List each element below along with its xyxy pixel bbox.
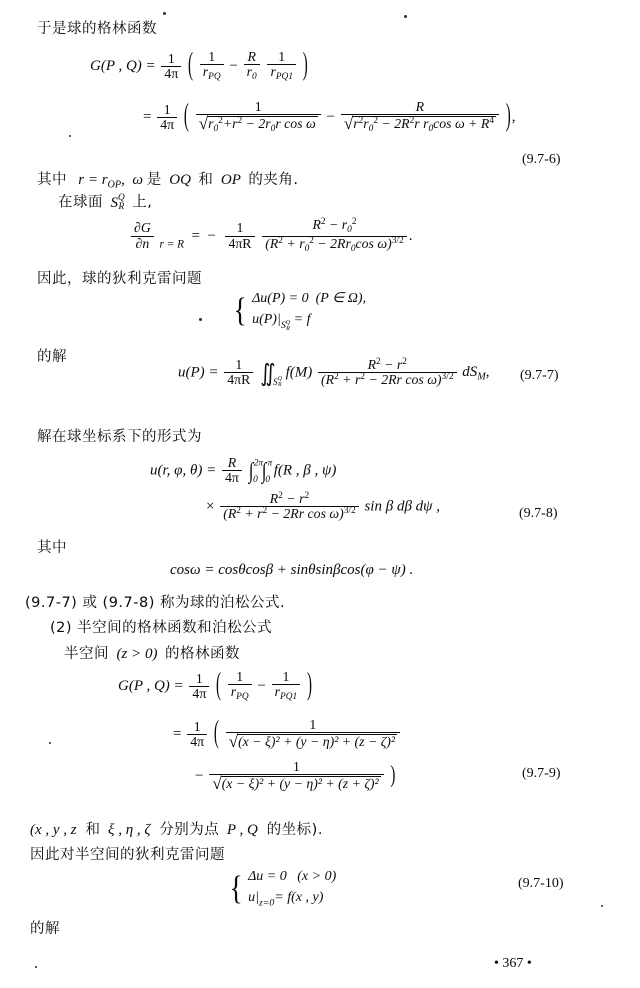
fraction-1-over-sqrt-plus: $\frac{1}{\text{√(x − ξ)² + (y − η)² + (z + ζ)²}}$ [209, 760, 383, 794]
equation-tag-977: (9.7-7) [520, 368, 559, 383]
left-paren: ( [213, 717, 219, 751]
left-paren: ( [183, 99, 189, 134]
equation-green-function-sphere [90, 50, 309, 83]
text-line-section-2: (2) 半空间的格林函数和泊松公式 [50, 620, 273, 636]
equation-tag-978: (9.7-8) [519, 506, 558, 521]
equation-cos-omega: cosω = cosθcosβ + sinθsinβcos(φ − ψ) . [170, 562, 414, 578]
right-paren: ) [390, 763, 396, 789]
equation-green-function-expanded: = $\frac{1}{4\pi}$ ( $\frac{1}{√r_0^2+r^2 - 2r_0r \cos \omega}$ − $\frac{R}{√r^2r_0^2 - 2R^2r r_0\cos \omega + R^4}$ ), [143, 99, 516, 135]
integral-icon: ∫ [262, 458, 267, 484]
minus-sign: − [229, 58, 238, 75]
equals-sign: = [143, 108, 152, 125]
equation-halfspace-system [228, 866, 336, 911]
equation-tag-9710: (9.7-10) [518, 876, 564, 891]
text-line-halfspace: 半空间 (z > 0) 的格林函数 [64, 646, 240, 662]
radical-icon: √ [198, 114, 209, 134]
left-brace: { [233, 292, 247, 330]
fraction-R2-r02-over-denom: $\frac{R^2 - r_0^2}{(R^2 + r_0^2 - 2Rr_0\cos \omega)^{3/2}}$ [262, 218, 406, 255]
left-brace: { [229, 869, 243, 907]
case-pde: Δu(P) = 0 (P ∈ Ω), [252, 291, 367, 306]
fraction-1-over-rPQ-2: $\frac{1}{r_{PQ}}$ [228, 670, 252, 703]
right-paren: ) [306, 669, 312, 703]
fraction-R2-r2-over-denom-2: $\frac{R^2 - r^2}{(R^2 + r^2 - 2Rr \cos \omega)^{3/2}}$ [220, 492, 359, 522]
equation-spherical-poisson: u(r, φ, θ) = $\frac{R}{4\pi}$ ∫2π0 ∫π0 f(R , β , ψ) [150, 455, 337, 486]
left-paren: ( [216, 669, 222, 703]
fraction-1-over-4piR: $\frac{1}{4\pi R}$ [225, 221, 254, 251]
equation-green-halfspace: G(P , Q) = $\frac{1}{4\pi}$ ( $\frac{1}{r_{PQ}}$ − $\frac{1}{r_{PQ1}}$ ) [118, 669, 312, 703]
integral-icon: ∫ [248, 458, 253, 484]
scan-speck [404, 15, 407, 18]
text-line-halfspace-dirichlet: 因此对半空间的狄利克雷问题 [30, 847, 225, 863]
case-boundary-halfspace: $u|_{z=0}= f(x$ , y) [248, 890, 324, 909]
text-line-dirichlet: 因此，球的狄利克雷问题 [37, 271, 202, 287]
text-line-on-sphere: 在球面 S Q R 上, [58, 193, 153, 213]
equation-poisson-sphere: u(P) = $\frac{1}{4\pi R}$ $∬_{S Q R}$ f(M) $\frac{R^2 - r^2}{(R^2 + r^2 - 2Rr \cos \omega)^{3/2}}$ $dS_M$, [178, 357, 490, 388]
fraction-1-over-4pi: $\frac{1}{4\pi}$ [161, 52, 181, 82]
scan-speck [163, 12, 166, 15]
fraction-1-over-rPQ1-2: $\frac{1}{r_{PQ1}}$ [272, 670, 301, 703]
text-line-1: 于是球的格林函数 [37, 21, 157, 37]
text-line-spherical-form: 解在球坐标系下的形式为 [37, 429, 202, 445]
text-line-poisson-name: (9.7-7) 或 (9.7-8) 称为球的泊松公式. [25, 595, 286, 611]
scan-speck [35, 966, 37, 968]
radical-icon: √ [343, 114, 354, 134]
scan-speck [49, 742, 51, 744]
equation-green-halfspace-line2: = $\frac{1}{4\pi}$ ( $\frac{1}{\text{√(x − ξ)² + (y − η)² + (z − ζ)²}}$ [173, 718, 402, 752]
fraction-1-over-rPQ: $\frac{1}{r_{PQ}}$ [200, 50, 224, 83]
text-line-where-2: 其中 [37, 540, 67, 556]
fraction-R-over-sqrt2: $\frac{R}{√r^2r_0^2 - 2R^2r r_0\cos \omega + R^4}$ [341, 100, 499, 135]
equation-dirichlet-system [232, 288, 366, 334]
radical-icon: √ [228, 732, 239, 752]
fraction-R-over-4pi: $\frac{R}{4\pi}$ [222, 456, 242, 486]
case-boundary: $u(P)|_{S Q R}$ = f [252, 312, 311, 332]
text-line-coordinates: (x , y , z 和 ξ , η , ζ 分别为点 P , Q 的坐标). [30, 822, 323, 838]
fraction-R2-r2-over-denom: $\frac{R^2 - r^2}{(R^2 + r^2 - 2Rr \cos \omega)^{3/2}}$ [318, 358, 457, 388]
left-paren: ( [188, 49, 194, 83]
equation-normal-derivative: $\frac{\partial G}{\partial n}$ $_{r = R}$ = − $\frac{1}{4\pi R}$ $\frac{R^2 - r_0^2}{(R^2 + r_0^2 - 2Rr_0\cos \omega)^{3/2}}$ . [129, 218, 412, 255]
equation-tag-979: (9.7-9) [522, 766, 561, 781]
scan-speck [69, 135, 71, 137]
fraction-1-over-4piR: $\frac{1}{4\pi R}$ [224, 358, 253, 388]
radical-icon: √ [212, 774, 222, 794]
fraction-1-over-rPQ1: $\frac{1}{r_{PQ1}}$ [267, 50, 296, 83]
times-sign: × [206, 498, 215, 515]
case-pde-halfspace: Δu = 0 (x > 0) [248, 869, 337, 884]
right-paren: ) [505, 99, 511, 134]
equation-tag-976: (9.7-6) [522, 152, 561, 167]
fraction-1-over-4pi-2: $\frac{1}{4\pi}$ [157, 103, 177, 133]
subscript-r-equals-R: r = R [159, 238, 185, 251]
text-line-solution-1: 的解 [37, 349, 67, 365]
equation-green-halfspace-line3: − $\frac{1}{\text{√(x − ξ)² + (y − η)² + (z + ζ)²}}$ ) [195, 759, 396, 794]
fraction-1-over-sqrt1: $\frac{1}{√r_0^2+r^2 - 2r_0r \cos \omega}$ [196, 100, 321, 135]
fraction-1-over-4pi-3: $\frac{1}{4\pi}$ [189, 672, 209, 702]
eq-lhs: G(P , Q) = [90, 58, 156, 75]
double-integral-icon: ∬ [260, 361, 272, 388]
text-line-where-1: 其中 $r = r_{OP}$, ω 是 OQ 和 OP 的夹角. [37, 172, 299, 191]
right-paren: ) [302, 49, 308, 83]
fraction-R-over-r0: $\frac{R}{r_0}$ [244, 50, 260, 83]
scan-speck [199, 318, 202, 321]
equation-spherical-poisson-cont: × $\frac{R^2 - r^2}{(R^2 + r^2 - 2Rr \cos \omega)^{3/2}}$ sin β dβ dψ , [206, 491, 440, 522]
text-line-solution-2: 的解 [30, 921, 60, 937]
scan-speck [601, 905, 603, 907]
page-number: • 367 • [494, 956, 532, 971]
fraction-dG-dn: $\frac{\partial G}{\partial n}$ [131, 221, 154, 251]
minus-sign: − [326, 108, 335, 125]
fraction-1-over-sqrt-minus: $\frac{1}{\text{√(x − ξ)² + (y − η)² + (z − ζ)²}}$ [226, 718, 400, 752]
fraction-1-over-4pi-4: $\frac{1}{4\pi}$ [187, 720, 207, 750]
